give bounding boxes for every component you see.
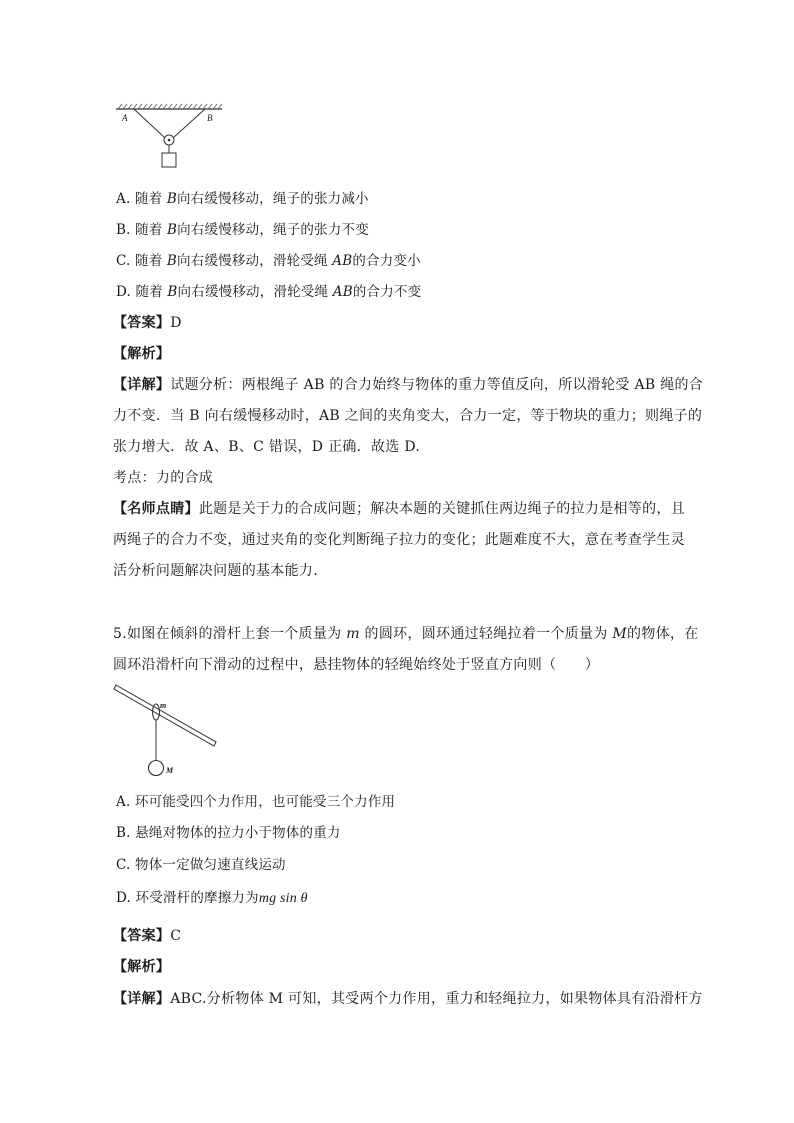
q4-option-d: D. 随着 B向右缓慢移动，滑轮受绳 AB的合力不变 bbox=[116, 284, 422, 300]
q4-analysis-heading: 【解析】 bbox=[113, 346, 171, 362]
q5-analysis-heading: 【解析】 bbox=[113, 959, 171, 975]
q4-detail-line3: 张力增大．故 A、B、C 错误，D 正确．故选 D. bbox=[113, 439, 421, 455]
q5-answer: 【答案】C bbox=[113, 928, 182, 944]
q4-teacher-line2: 两绳子的合力不变，通过夹角的变化判断绳子拉力的变化；此题难度不大，意在考查学生灵 bbox=[113, 532, 685, 548]
q4-option-a: A. 随着 B向右缓慢移动，绳子的张力减小 bbox=[116, 191, 369, 207]
label-m: m bbox=[160, 701, 167, 710]
formula-mg-sin-theta: mg sin θ bbox=[258, 891, 308, 906]
q5-stem-line2: 圆环沿滑杆向下滑动的过程中，悬挂物体的轻绳始终处于竖直方向则（ ） bbox=[113, 657, 600, 673]
block bbox=[162, 153, 176, 167]
q5-option-a: A. 环可能受四个力作用，也可能受三个力作用 bbox=[116, 794, 396, 810]
hanging-mass bbox=[149, 761, 164, 776]
q4-detail-line1: 【详解】试题分析：两根绳子 AB 的合力始终与物体的重力等值反向，所以滑轮受 AB 绳的合 bbox=[113, 377, 704, 393]
rope-a bbox=[134, 109, 165, 138]
q5-option-d: D. 环受滑杆的摩擦力为mg sin θ bbox=[116, 890, 308, 906]
q4-option-b: B. 随着 B向右缓慢移动，绳子的张力不变 bbox=[116, 222, 369, 238]
inclined-rod bbox=[114, 685, 216, 746]
q5-stem-line1: 5.如图在倾斜的滑杆上套一个质量为 m 的圆环，圆环通过轻绳拉着一个质量为 M的物体，在 bbox=[113, 626, 699, 642]
pulley-diagram bbox=[112, 100, 227, 175]
q4-option-c: C. 随着 B向右缓慢移动，滑轮受绳 AB的合力变小 bbox=[116, 253, 421, 269]
q5-option-c: C. 物体一定做匀速直线运动 bbox=[116, 857, 286, 873]
q4-teacher-line3: 活分析问题解决问题的基本能力. bbox=[113, 563, 318, 579]
q4-detail-line2: 力不变．当 B 向右缓慢移动时，AB 之间的夹角变大，合力一定，等于物块的重力；则绳子的 bbox=[113, 408, 703, 424]
pulley-axle bbox=[168, 139, 171, 142]
label-a: A bbox=[122, 113, 128, 123]
label-b: B bbox=[207, 113, 213, 123]
q4-answer: 【答案】D bbox=[113, 315, 182, 331]
ceiling-hatch bbox=[118, 104, 222, 109]
q5-detail-line1: 【详解】ABC.分析物体 M 可知，其受两个力作用，重力和轻绳拉力，如果物体具有沿滑杆方 bbox=[113, 991, 703, 1007]
q4-teacher-line1: 【名师点睛】此题是关于力的合成问题；解决本题的关键抓住两边绳子的拉力是相等的，且 bbox=[113, 501, 686, 517]
q5-option-b: B. 悬绳对物体的拉力小于物体的重力 bbox=[116, 825, 341, 841]
rope-b bbox=[173, 109, 205, 138]
q4-kaodian: 考点：力的合成 bbox=[113, 470, 214, 486]
label-M: M bbox=[166, 766, 174, 775]
inclined-rod-diagram bbox=[112, 682, 222, 782]
